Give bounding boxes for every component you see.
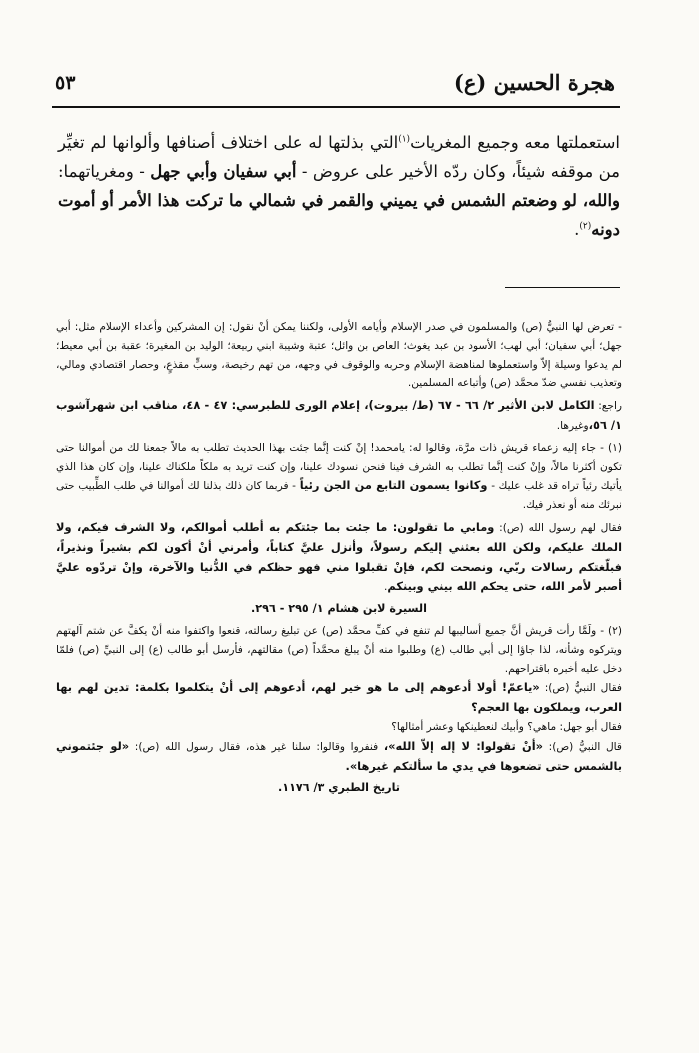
footnote-intro: - تعرض لها النبيُّ (ص) والمسلمون في صدر الإسلام وأيامه الأولى، ولكننا يمكن أنْ نقول: إن المشركين وأعداء الإسلام مثل: أبي جهل؛ أبي سفيان؛ أبي لهب؛ الأسود بن عبد يغوث؛ العاص بن وائل؛ عتبة وشيبة ابني ربيعة؛ الوليد بن المغيرة؛ عقبة بن أبي معيط؛ لم يدعوا وسيلة إلاّ واستعملوها لمناهضة الإسلام وحربه والوقوف في وجهه، من تهم رخيصة، وسبٍّ مقذعٍ، وحصار اقتصادي ومالي، وتعذيب نفسي ضدّ محمَّد (ص) وأتباعه المسلمين. — [56, 321, 622, 390]
reply2-bold: «ياعمّ! أولا أدعوهم إلى ما هو خير لهم، أدعوهم إلى أنْ يتكلموا بكلمة: تدين لهم بها العرب، ويملكون بها العجم؟ — [56, 680, 622, 715]
source-citation-2: تاريخ الطبري ٣/ ١١٧٦. — [277, 781, 400, 795]
main-text-part: - ومغرياتهما: — [58, 162, 145, 181]
footnote-2-reply — [56, 678, 622, 718]
final-lead: قال النبيُّ (ص): — [548, 740, 622, 753]
final-mid: فنفروا وقالوا: سلنا غير هذه، فقال رسول الله (ص): — [134, 740, 379, 753]
footnote-1 — [56, 439, 622, 515]
ref-bold: الكامل لابن الأثير ٢/ ٦٦ - ٦٧ (ط/ بيروت)، إعلام الورى للطبرسي: ٤٧ - ٤٨، مناقب ابن شهرآشوب ١/ ٥٦، — [56, 398, 622, 432]
footnote-2-abujahl: فقال أبو جهل: ماهي؟ وأبيك لنعطينكها وعشر أمثالها؟ — [391, 720, 622, 733]
page-header — [55, 68, 615, 104]
reply-bold: ومابي ما تقولون: ما جئت بما جئتكم به أطلب أموالكم، ولا الشرف فيكم، ولا الملك عليكم، ولكن الله بعثني إليكم رسولاً، وأنزل عليَّ كتاباً، وأمرني أنْ أكون لكم بشيراً ونذيراً، فبلّغتكم رسالات ربّي، ونصحت لكم، فإنْ تقبلوا مني فهو حظكم في الدُّنيا والآخرة، وإنْ تردّوه عليَّ أصبر لأمر الله، حتى يحكم الله بيني وبينكم — [56, 519, 622, 594]
final-bold-2: «لو جئتموني بالشمس حتى تضعوها في يدي ما سألتكم غيرها». — [56, 738, 622, 773]
quote-bold: والله، لو وضعتم الشمس في يميني والقمر في شمالي ما تركت هذا الأمر أو أموت دونه — [58, 191, 620, 239]
main-text-part: التي بذلتها له على اختلاف أصنافها وألوانها لم تغيِّر من موقفه شيئاً، وكان ردّه الأخير على عروض - — [58, 133, 621, 181]
footnote-2: (٢) - ولَمَّا رأت قريش أنَّ جميع أساليبها لم تنفع في كفِّ محمَّد (ص) عن تبليغ رسالته، قنعوا واكتفوا منه أنْ يكفَّ عن شتم آلهتهم ويتركوه وشأنه، لذا جاؤا إلى أبي طالب (ع) وطلبوا منه أنْ يبلغ محمَّداً (ص) مقالتهم، فأرسل أبو طالب (ع) إلى النبيِّ (ص) فلمّا دخل عليه أخبره باقتراحهم. — [56, 624, 622, 675]
ref-tail: وغيرها. — [556, 419, 589, 432]
footnotes — [56, 318, 622, 798]
footnote-references — [56, 396, 622, 436]
final-bold-1: «أنْ تقولوا: لا إله إلاّ الله»، — [383, 738, 543, 753]
footnote-separator — [505, 287, 620, 288]
main-text-part: استعملتها معه وجميع المغريات — [410, 133, 620, 152]
footnote-mark-1: (١) — [398, 134, 411, 145]
footnote-1-tail: - فربما كان ذلك بذلنا لك أموالنا في طلب الطِّبيب حتى نبرئك منه أو نعذر فيك. — [56, 480, 622, 512]
running-title: هجرة الحسين (ع) — [453, 70, 615, 95]
footnote-1-text: (١) - جاء إليه زعماء قريش ذات مرَّة، وقالوا له: يامحمد! إنْ كنت إنَّما جئت بهذا الحديث تطلب به مالاً جمعنا لك من أموالنا حتى تكون أكثرنا مالاً، وإنْ كنت إنَّما تطلب به الشرف فينا فنحن نسودك علينا، وإن كنت تريد به ملكاً ملكناك علينا، وإن كان هذا الذي يأتيك رئياً تراه قد غلب عليك - — [56, 441, 623, 493]
footnote-1-bold: وكانوا يسمون التابع من الجن رئياً — [299, 478, 488, 493]
reply-lead: فقال لهم رسول الله (ص): — [499, 521, 622, 534]
reply2-lead: فقال النبيُّ (ص): — [544, 682, 623, 695]
footnote-2-final — [56, 737, 622, 777]
page-number: ٥٣ — [55, 72, 76, 94]
header-rule — [52, 106, 620, 108]
ref-lead: راجع: — [598, 400, 623, 413]
footnote-mark-2: (٢) — [579, 221, 592, 232]
source-citation-1: السيرة لابن هشام ١/ ٢٩٥ - ٢٩٦. — [251, 602, 427, 616]
names-bold: أبي سفيان وأبي جهل — [150, 162, 297, 181]
main-text — [58, 128, 620, 244]
main-paragraph — [58, 128, 620, 244]
reply-end: . — [384, 581, 388, 594]
main-text-end: . — [574, 220, 580, 239]
footnote-1-reply — [56, 518, 622, 597]
